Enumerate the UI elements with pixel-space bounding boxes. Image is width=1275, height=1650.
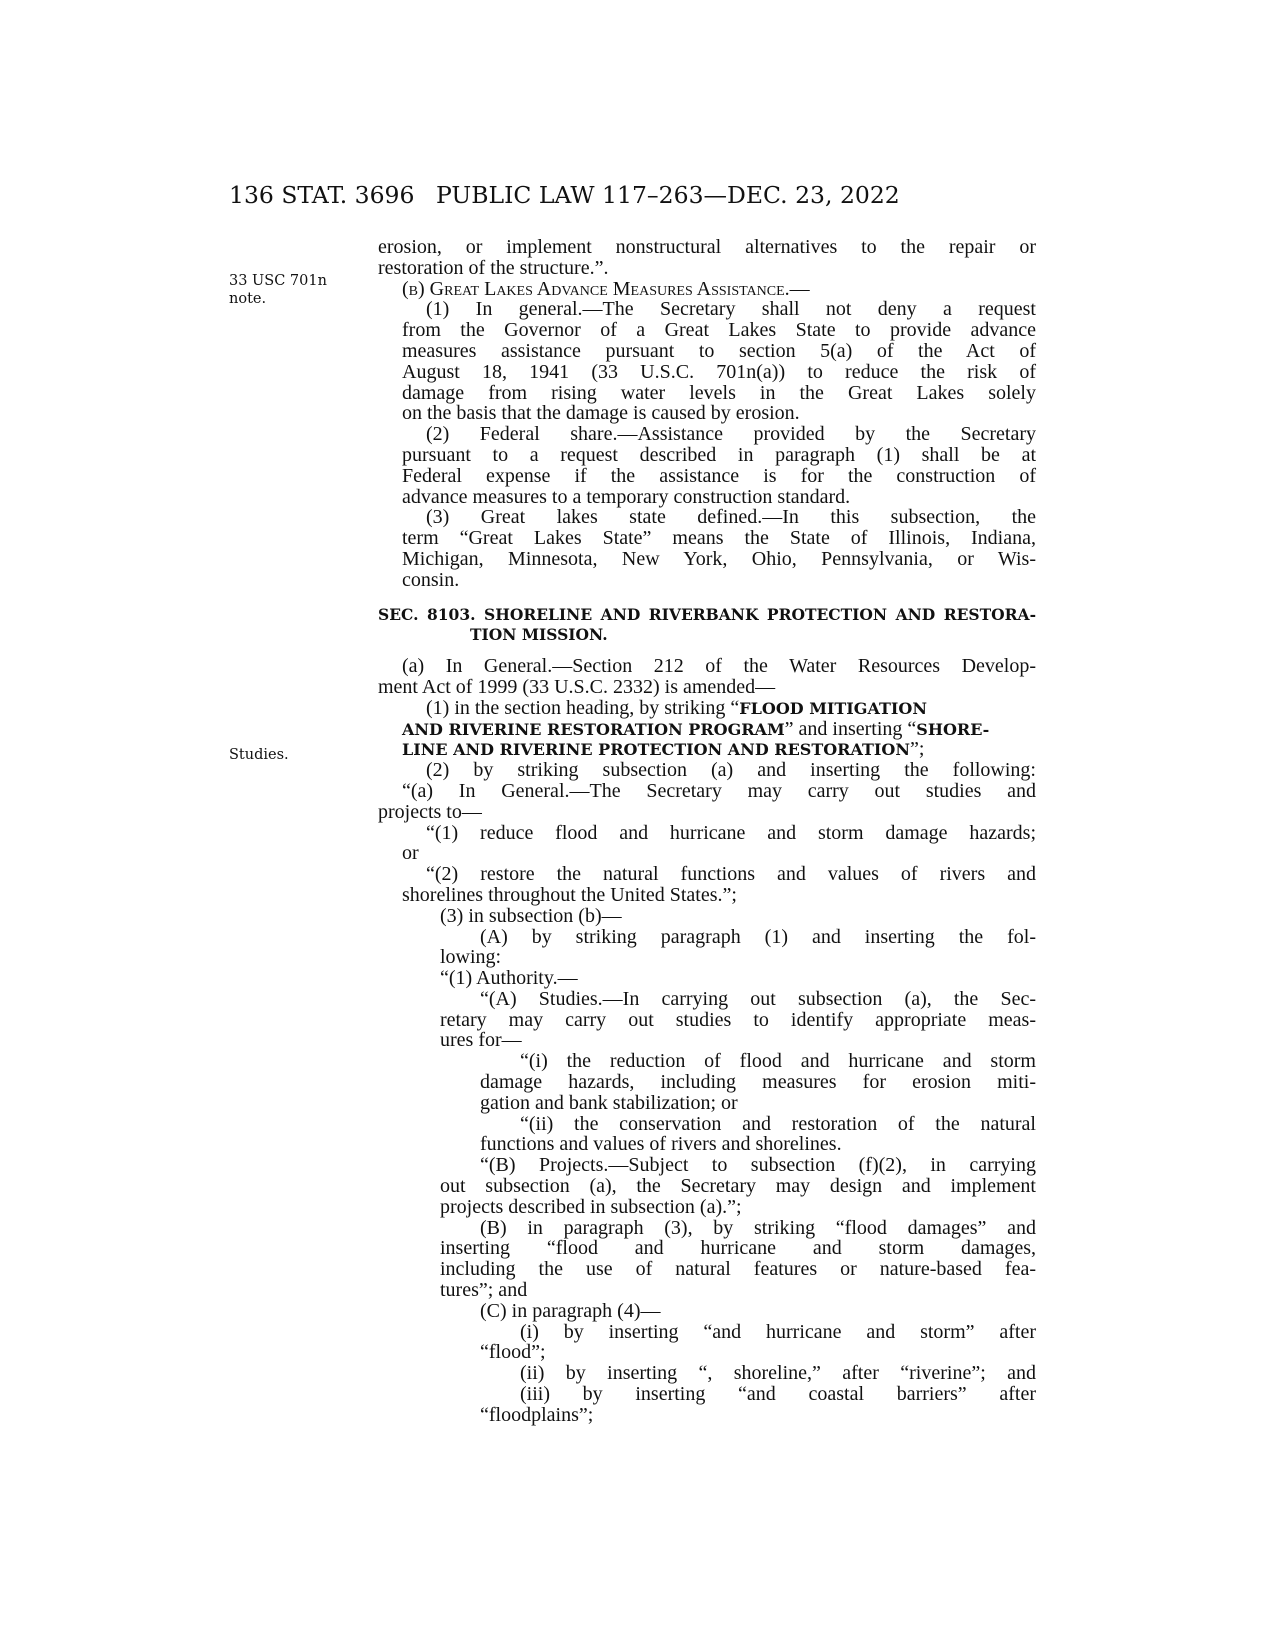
text-line: erosion, or implement nonstructural alternatives to the repair or: [378, 236, 1036, 258]
text-line: “(1) reduce flood and hurricane and storm damage hazards;: [426, 821, 1036, 844]
text-line: from the Governor of a Great Lakes State to provide advance: [402, 319, 1036, 342]
document-body: [378, 237, 1036, 1426]
text-line: retary may carry out studies to identify appropriate meas-: [440, 1008, 1036, 1031]
text-line: Federal expense if the assistance is for the construction of: [402, 464, 1036, 487]
section-heading-continued: TION MISSION.: [470, 625, 608, 645]
text-line: ment Act of 1999 (33 U.S.C. 2332) is amended—: [378, 675, 776, 698]
text-line: (A) by striking paragraph (1) and inserting the fol-: [480, 925, 1036, 948]
text-line: ures for—: [440, 1029, 522, 1052]
text-line: “(a) In General.—The Secretary may carry out studies and: [402, 779, 1036, 802]
page-header: [0, 181, 1275, 221]
subsection-heading: (b) Great Lakes Advance Measures Assistance.—: [402, 277, 810, 300]
section-heading: SEC. 8103. SHORELINE AND RIVERBANK PROTECTION AND RESTORA-: [378, 604, 1036, 624]
text-line: term “Great Lakes State” means the State of Illinois, Indiana,: [402, 527, 1036, 550]
text-line: (i) by inserting “and hurricane and storm” after: [520, 1320, 1036, 1343]
text-line: (2) by striking subsection (a) and inserting the following:: [426, 759, 1036, 782]
text-line: (3) in subsection (b)—: [440, 904, 622, 927]
text-line: (iii) by inserting “and coastal barriers” after: [520, 1383, 1036, 1406]
text-line: “(2) restore the natural functions and values of rivers and: [426, 863, 1036, 886]
text-line: August 18, 1941 (33 U.S.C. 701n(a)) to reduce the risk of: [402, 360, 1036, 383]
text-line: pursuant to a request described in paragraph (1) shall be at: [402, 443, 1036, 466]
text-line: damage hazards, including measures for erosion miti-: [480, 1071, 1036, 1094]
text-line: (ii) by inserting “, shoreline,” after “riverine”; and: [520, 1362, 1036, 1385]
text-line: tures”; and: [440, 1279, 528, 1302]
text-line: Michigan, Minnesota, New York, Ohio, Pennsylvania, or Wis-: [402, 547, 1036, 570]
text-line: (1) In general.—The Secretary shall not deny a request: [426, 298, 1036, 321]
text-line: out subsection (a), the Secretary may design and implement: [440, 1175, 1036, 1198]
text-line: LINE AND RIVERINE PROTECTION AND RESTORATION”;: [402, 738, 925, 761]
text-line: consin.: [402, 568, 460, 591]
text-line: gation and bank stabilization; or: [480, 1091, 738, 1114]
text-line: “(1) Authority.—: [440, 967, 578, 990]
text-line: advance measures to a temporary construction standard.: [402, 485, 851, 508]
statute-page-number: 136 STAT. 3696: [229, 181, 415, 209]
text-line: damage from rising water levels in the Great Lakes solely: [402, 381, 1036, 404]
text-line: inserting “flood and hurricane and storm damages,: [440, 1237, 1036, 1260]
text-line: “(B) Projects.—Subject to subsection (f)(2), in carrying: [480, 1154, 1036, 1177]
text-line: or: [402, 842, 419, 865]
text-line: including the use of natural features or nature-based fea-: [440, 1258, 1036, 1281]
public-law-title: PUBLIC LAW 117–263—DEC. 23, 2022: [436, 181, 900, 209]
text-line: AND RIVERINE RESTORATION PROGRAM” and inserting “SHORE-: [402, 717, 990, 740]
text-line: “flood”;: [480, 1341, 546, 1364]
text-line: lowing:: [440, 946, 502, 969]
text-line: projects to—: [378, 800, 482, 823]
text-line: (B) in paragraph (3), by striking “flood damages” and: [480, 1216, 1036, 1239]
text-line: (3) Great lakes state defined.—In this subsection, the: [426, 506, 1036, 529]
text-line: (1) in the section heading, by striking “FLOOD MITIGATION: [426, 696, 927, 719]
text-line: “(ii) the conservation and restoration of the natural: [520, 1112, 1036, 1135]
margin-note-studies: Studies.: [229, 747, 289, 763]
text-line: shorelines throughout the United States.”;: [402, 883, 737, 906]
text-line: “(A) Studies.—In carrying out subsection (a), the Sec-: [480, 987, 1036, 1010]
text-line: “floodplains”;: [480, 1403, 594, 1426]
text-line: (C) in paragraph (4)—: [480, 1299, 661, 1322]
text-line: projects described in subsection (a).”;: [440, 1195, 742, 1218]
text-line: restoration of the structure.”.: [378, 256, 609, 279]
text-line: “(i) the reduction of flood and hurricane and storm: [520, 1050, 1036, 1073]
text-line: measures assistance pursuant to section 5(a) of the Act of: [402, 339, 1036, 362]
text-line: (2) Federal share.—Assistance provided by the Secretary: [426, 423, 1036, 446]
text-line: functions and values of rivers and shorelines.: [480, 1133, 842, 1156]
section-gap: [378, 591, 1036, 605]
text-line: on the basis that the damage is caused by erosion.: [402, 402, 800, 425]
margin-note-usc: 33 USC 701n note.: [229, 273, 327, 307]
text-line: (a) In General.—Section 212 of the Water Resources Develop-: [402, 655, 1036, 678]
